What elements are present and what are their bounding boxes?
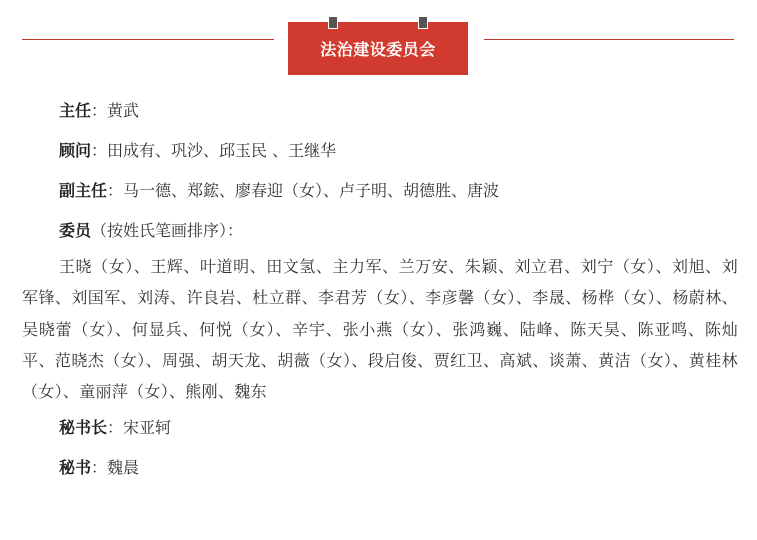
secretary-sep: ： <box>91 458 108 478</box>
members-row <box>22 219 738 243</box>
secretary-row <box>22 456 738 480</box>
members-label: 委员 <box>59 221 92 240</box>
director-label: 主任 <box>59 101 92 120</box>
secretary-general-label: 秘书长 <box>59 418 108 438</box>
deputy-directors-label: 副主任 <box>59 181 108 200</box>
secretary-general-row <box>22 416 738 440</box>
members-note: （按姓氏笔画排序）： <box>91 221 244 240</box>
director-value: 黄武 <box>107 101 140 120</box>
secretary-general-sep: ： <box>107 418 124 438</box>
advisors-row <box>22 139 738 163</box>
deputy-directors-value: 马一德、郑鋐、廖春迎（女）、卢子明、胡德胜、唐波 <box>123 181 500 200</box>
header-rule-right <box>484 39 734 40</box>
banner-tab-right-icon <box>418 16 428 29</box>
secretary-general-value: 宋亚轲 <box>123 418 172 438</box>
banner-tab-left-icon <box>328 16 338 29</box>
secretary-label: 秘书 <box>59 458 92 478</box>
header-rule-left <box>22 39 274 40</box>
advisors-label: 顾问 <box>59 141 92 160</box>
deputy-directors-sep: ： <box>107 181 124 200</box>
section-title-banner <box>288 22 468 75</box>
director-row <box>22 99 738 123</box>
director-sep: ： <box>91 101 108 120</box>
advisors-value: 田成有、巩沙、邱玉民 、王继华 <box>107 141 337 160</box>
deputy-directors-row <box>22 179 738 203</box>
secretary-value: 魏晨 <box>107 458 140 478</box>
section-title: 法治建设委员会 <box>320 40 436 59</box>
section-header <box>0 0 757 80</box>
advisors-sep: ： <box>91 141 108 160</box>
members-list: 王晓（女）、王辉、叶道明、田文氢、主力军、兰万安、朱颖、刘立君、刘宁（女）、刘旭、刘军锋、刘国军、刘涛、许良岩、杜立群、李君芳（女）、李彦馨（女）、李晟、杨桦（女）、杨蔚林、吴晓蕾（女）、何显兵、何悦（女）、辛宇、张小燕（女）、张鸿巍、陆峰、陈天昊、陈亚鸣、陈灿平、范晓杰（女）、周强、胡天龙、胡薇（女）、段启俊、贾红卫、高斌、谈萧、黄洁（女）、黄桂林（女）、童丽萍（女）、熊刚、魏东 <box>22 257 738 402</box>
committee-roster <box>22 99 738 496</box>
